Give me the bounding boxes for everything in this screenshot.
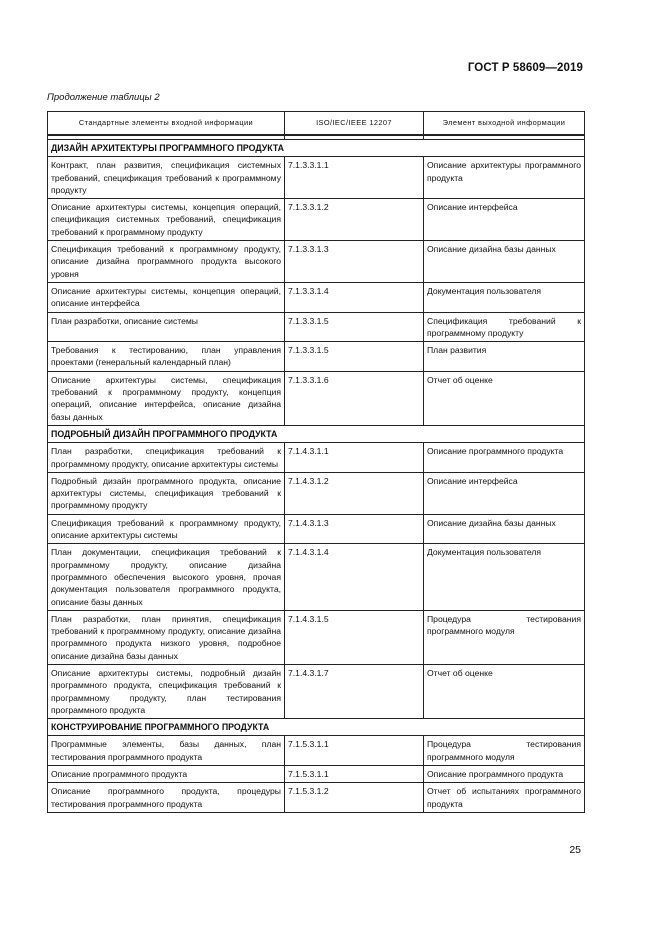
clause-cell: 7.1.3.3.1.1 [285,157,424,199]
output-cell: Описание программного продукта [424,443,585,473]
input-cell: План разработки, план принятия, спецификация требований к программному продукту, описание дизайна программного продукта низкого уровня, подробное описание дизайна базы данных [48,610,285,664]
clause-cell: 7.1.5.3.1.1 [285,766,424,783]
clause-cell: 7.1.3.3.1.5 [285,342,424,372]
table-row [48,199,585,241]
table-row [48,514,585,544]
table-row [48,544,585,610]
section-title: ПОДРОБНЫЙ ДИЗАЙН ПРОГРАММНОГО ПРОДУКТА [48,425,585,442]
input-cell: Подробный дизайн программного продукта, описание архитектуры системы, спецификация требований к программному продукту [48,472,285,514]
table-body [48,135,585,812]
input-cell: Описание программного продукта, процедуры тестирования программного продукта [48,783,285,813]
clause-cell: 7.1.3.3.1.5 [285,312,424,342]
table-row [48,610,585,664]
output-cell: Описание интерфейса [424,199,585,241]
output-cell: Описание дизайна базы данных [424,241,585,283]
clause-cell: 7.1.3.3.1.6 [285,371,424,425]
input-cell: Описание архитектуры системы, подробный дизайн программного продукта, спецификация требований к программному продукту, план тестирования программного продукта [48,664,285,718]
table-row [48,342,585,372]
table-header-row [48,112,585,136]
input-cell: План документации, спецификация требований к программному продукту, описание дизайна программного обеспечения высокого уровня, прочая документация пользователя программного продукта, описание базы данных [48,544,285,610]
table-row [48,371,585,425]
input-cell: Требования к тестированию, план управления проектами (генеральный календарный план) [48,342,285,372]
input-cell: Контракт, план развития, спецификация системных требований, спецификация требований к программному продукту [48,157,285,199]
table-row [48,312,585,342]
column-header-output: Элемент выходной информации [424,112,585,136]
clause-cell: 7.1.4.3.1.5 [285,610,424,664]
column-header-standard: ISO/IEC/IEEE 12207 [285,112,424,136]
output-cell: Описание дизайна базы данных [424,514,585,544]
table-continuation-label: Продолжение таблицы 2 [47,92,160,103]
output-cell: Процедура тестирования программного модуля [424,736,585,766]
output-cell: Описание программного продукта [424,766,585,783]
clause-cell: 7.1.4.3.1.3 [285,514,424,544]
section-row [48,719,585,736]
clause-cell: 7.1.5.3.1.2 [285,783,424,813]
clause-cell: 7.1.4.3.1.7 [285,664,424,718]
output-cell: Отчет об испытаниях программного продукта [424,783,585,813]
table-row [48,157,585,199]
output-cell: Спецификация требований к программному продукту [424,312,585,342]
input-cell: Описание программного продукта [48,766,285,783]
input-cell: План разработки, спецификация требований к программному продукту, описание архитектуры системы [48,443,285,473]
section-row [48,140,585,157]
clause-cell: 7.1.3.3.1.2 [285,199,424,241]
table-row [48,282,585,312]
output-cell: Отчет об оценке [424,664,585,718]
input-cell: Спецификация требований к программному продукту, описание дизайна программного продукта высокого уровня [48,241,285,283]
requirements-mapping-table [47,111,585,813]
input-cell: Спецификация требований к программному продукту, описание архитектуры системы [48,514,285,544]
input-cell: Описание архитектуры системы, концепция операций, описание интерфейса [48,282,285,312]
table-row [48,472,585,514]
output-cell: Отчет об оценке [424,371,585,425]
table-row [48,783,585,813]
section-row [48,425,585,442]
input-cell: Программные элементы, базы данных, план тестирования программного продукта [48,736,285,766]
column-header-input: Стандартные элементы входной информации [48,112,285,136]
clause-cell: 7.1.5.3.1.1 [285,736,424,766]
section-title: ДИЗАЙН АРХИТЕКТУРЫ ПРОГРАММНОГО ПРОДУКТА [48,140,585,157]
clause-cell: 7.1.4.3.1.4 [285,544,424,610]
input-cell: Описание архитектуры системы, спецификация требований к программному продукту, концепция операций, описание интерфейса, описание дизайна базы данных [48,371,285,425]
input-cell: Описание архитектуры системы, концепция операций, спецификация системных требований, спецификация требований к программному продукту [48,199,285,241]
output-cell: Процедура тестирования программного модуля [424,610,585,664]
output-cell: План развития [424,342,585,372]
page-number: 25 [569,844,581,856]
clause-cell: 7.1.3.3.1.3 [285,241,424,283]
output-cell: Документация пользователя [424,282,585,312]
document-code: ГОСТ Р 58609—2019 [467,62,583,74]
table-row [48,766,585,783]
output-cell: Описание интерфейса [424,472,585,514]
clause-cell: 7.1.4.3.1.2 [285,472,424,514]
output-cell: Документация пользователя [424,544,585,610]
section-title: КОНСТРУИРОВАНИЕ ПРОГРАММНОГО ПРОДУКТА [48,719,585,736]
table-row [48,443,585,473]
clause-cell: 7.1.4.3.1.1 [285,443,424,473]
input-cell: План разработки, описание системы [48,312,285,342]
clause-cell: 7.1.3.3.1.4 [285,282,424,312]
table-row [48,241,585,283]
table-row [48,736,585,766]
table-row [48,664,585,718]
output-cell: Описание архитектуры программного продукта [424,157,585,199]
